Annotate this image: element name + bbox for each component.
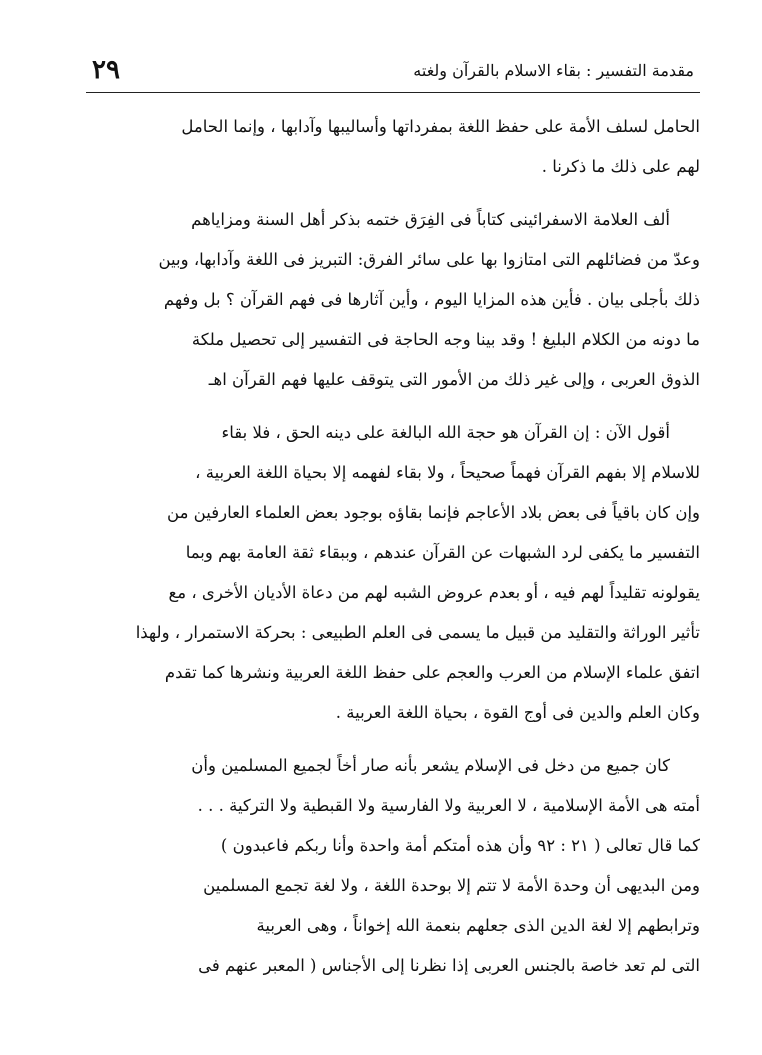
body-text xyxy=(86,107,700,986)
paragraph-line: للاسلام إلا بفهم القرآن فهماً صحيحاً ، ولا بقاء لفهمه إلا بحياة اللغة العربية ، xyxy=(195,463,700,482)
paragraph-line: كان جميع من دخل فى الإسلام يشعر بأنه صار أخاً لجميع المسلمين وأن xyxy=(191,756,670,775)
header-rule xyxy=(86,92,700,93)
paragraph-line: الحامل لسلف الأمة على حفظ اللغة بمفرداتها وأساليبها وآدابها ، وإنما الحامل xyxy=(181,117,700,136)
paragraph-line: التى لم تعد خاصة بالجنس العربى إذا نظرنا إلى الأجناس ( المعبر عنهم فى xyxy=(198,956,700,975)
paragraph-line: وعدّ من فضائلهم التى امتازوا بها على سائر الفرق: التبريز فى اللغة وآدابها، وبين xyxy=(158,250,700,269)
paragraph-line: وكان العلم والدين فى أوج القوة ، بحياة اللغة العربية . xyxy=(335,703,700,722)
paragraph-line: ما دونه من الكلام البليغ ! وقد بينا وجه الحاجة فى التفسير إلى تحصيل ملكة xyxy=(191,330,700,349)
paragraph-line: وترابطهم إلا لغة الدين الذى جعلهم بنعمة الله إخواناً ، وهى العربية xyxy=(256,916,700,935)
page-number: ٢٩ xyxy=(92,55,120,85)
paragraph-line: ومن البديهى أن وحدة الأمة لا تتم إلا بوحدة اللغة ، ولا لغة تجمع المسلمين xyxy=(203,876,700,895)
paragraph-line: ألف العلامة الاسفرائينى كتاباً فى الفِرَق ختمه بذكر أهل السنة ومزاياهم xyxy=(191,210,670,229)
paragraph-line: اتفق علماء الإسلام من العرب والعجم على حفظ اللغة العربية ونشرها كما تقدم xyxy=(164,663,700,682)
paragraph-line: ذلك بأجلى بيان . فأين هذه المزايا اليوم ، وأين آثارها فى فهم القرآن ؟ بل وفهم xyxy=(163,290,700,309)
paragraph-line: أقول الآن : إن القرآن هو حجة الله البالغة على دينه الحق ، فلا بقاء xyxy=(221,423,670,442)
running-title: مقدمة التفسير : بقاء الاسلام بالقرآن ولغته xyxy=(413,60,694,80)
paragraph-line: أمته هى الأمة الإسلامية ، لا العربية ولا الفارسية ولا القبطية ولا التركية . . . xyxy=(197,796,700,815)
paragraph-line: يقولونه تقليداً لهم فيه ، أو بعدم عروض الشبه لهم من دعاة الأديان الأخرى ، مع xyxy=(168,583,700,602)
page-header xyxy=(86,50,700,90)
book-page xyxy=(86,50,700,1040)
paragraph-line: التفسير ما يكفى لرد الشبهات عن القرآن عندهم ، وببقاء ثقة العامة بهم وبما xyxy=(185,543,700,562)
paragraph-line: كما قال تعالى ( ٢١ : ٩٢ وأن هذه أمتكم أمة واحدة وأنا ربكم فاعبدون ) xyxy=(220,836,700,855)
paragraph-line: تأثير الوراثة والتقليد من قبيل ما يسمى فى العلم الطبيعى : بحركة الاستمرار ، ولهذا xyxy=(135,623,700,642)
paragraph-line: لهم على ذلك ما ذكرنا . xyxy=(541,157,700,176)
paragraph-line: الذوق العربى ، وإلى غير ذلك من الأمور التى يتوقف عليها فهم القرآن اهـ xyxy=(208,370,700,389)
paragraph-line: وإن كان باقياً فى بعض بلاد الأعاجم فإنما بقاؤه بوجود بعض العلماء العارفين من xyxy=(167,503,700,522)
